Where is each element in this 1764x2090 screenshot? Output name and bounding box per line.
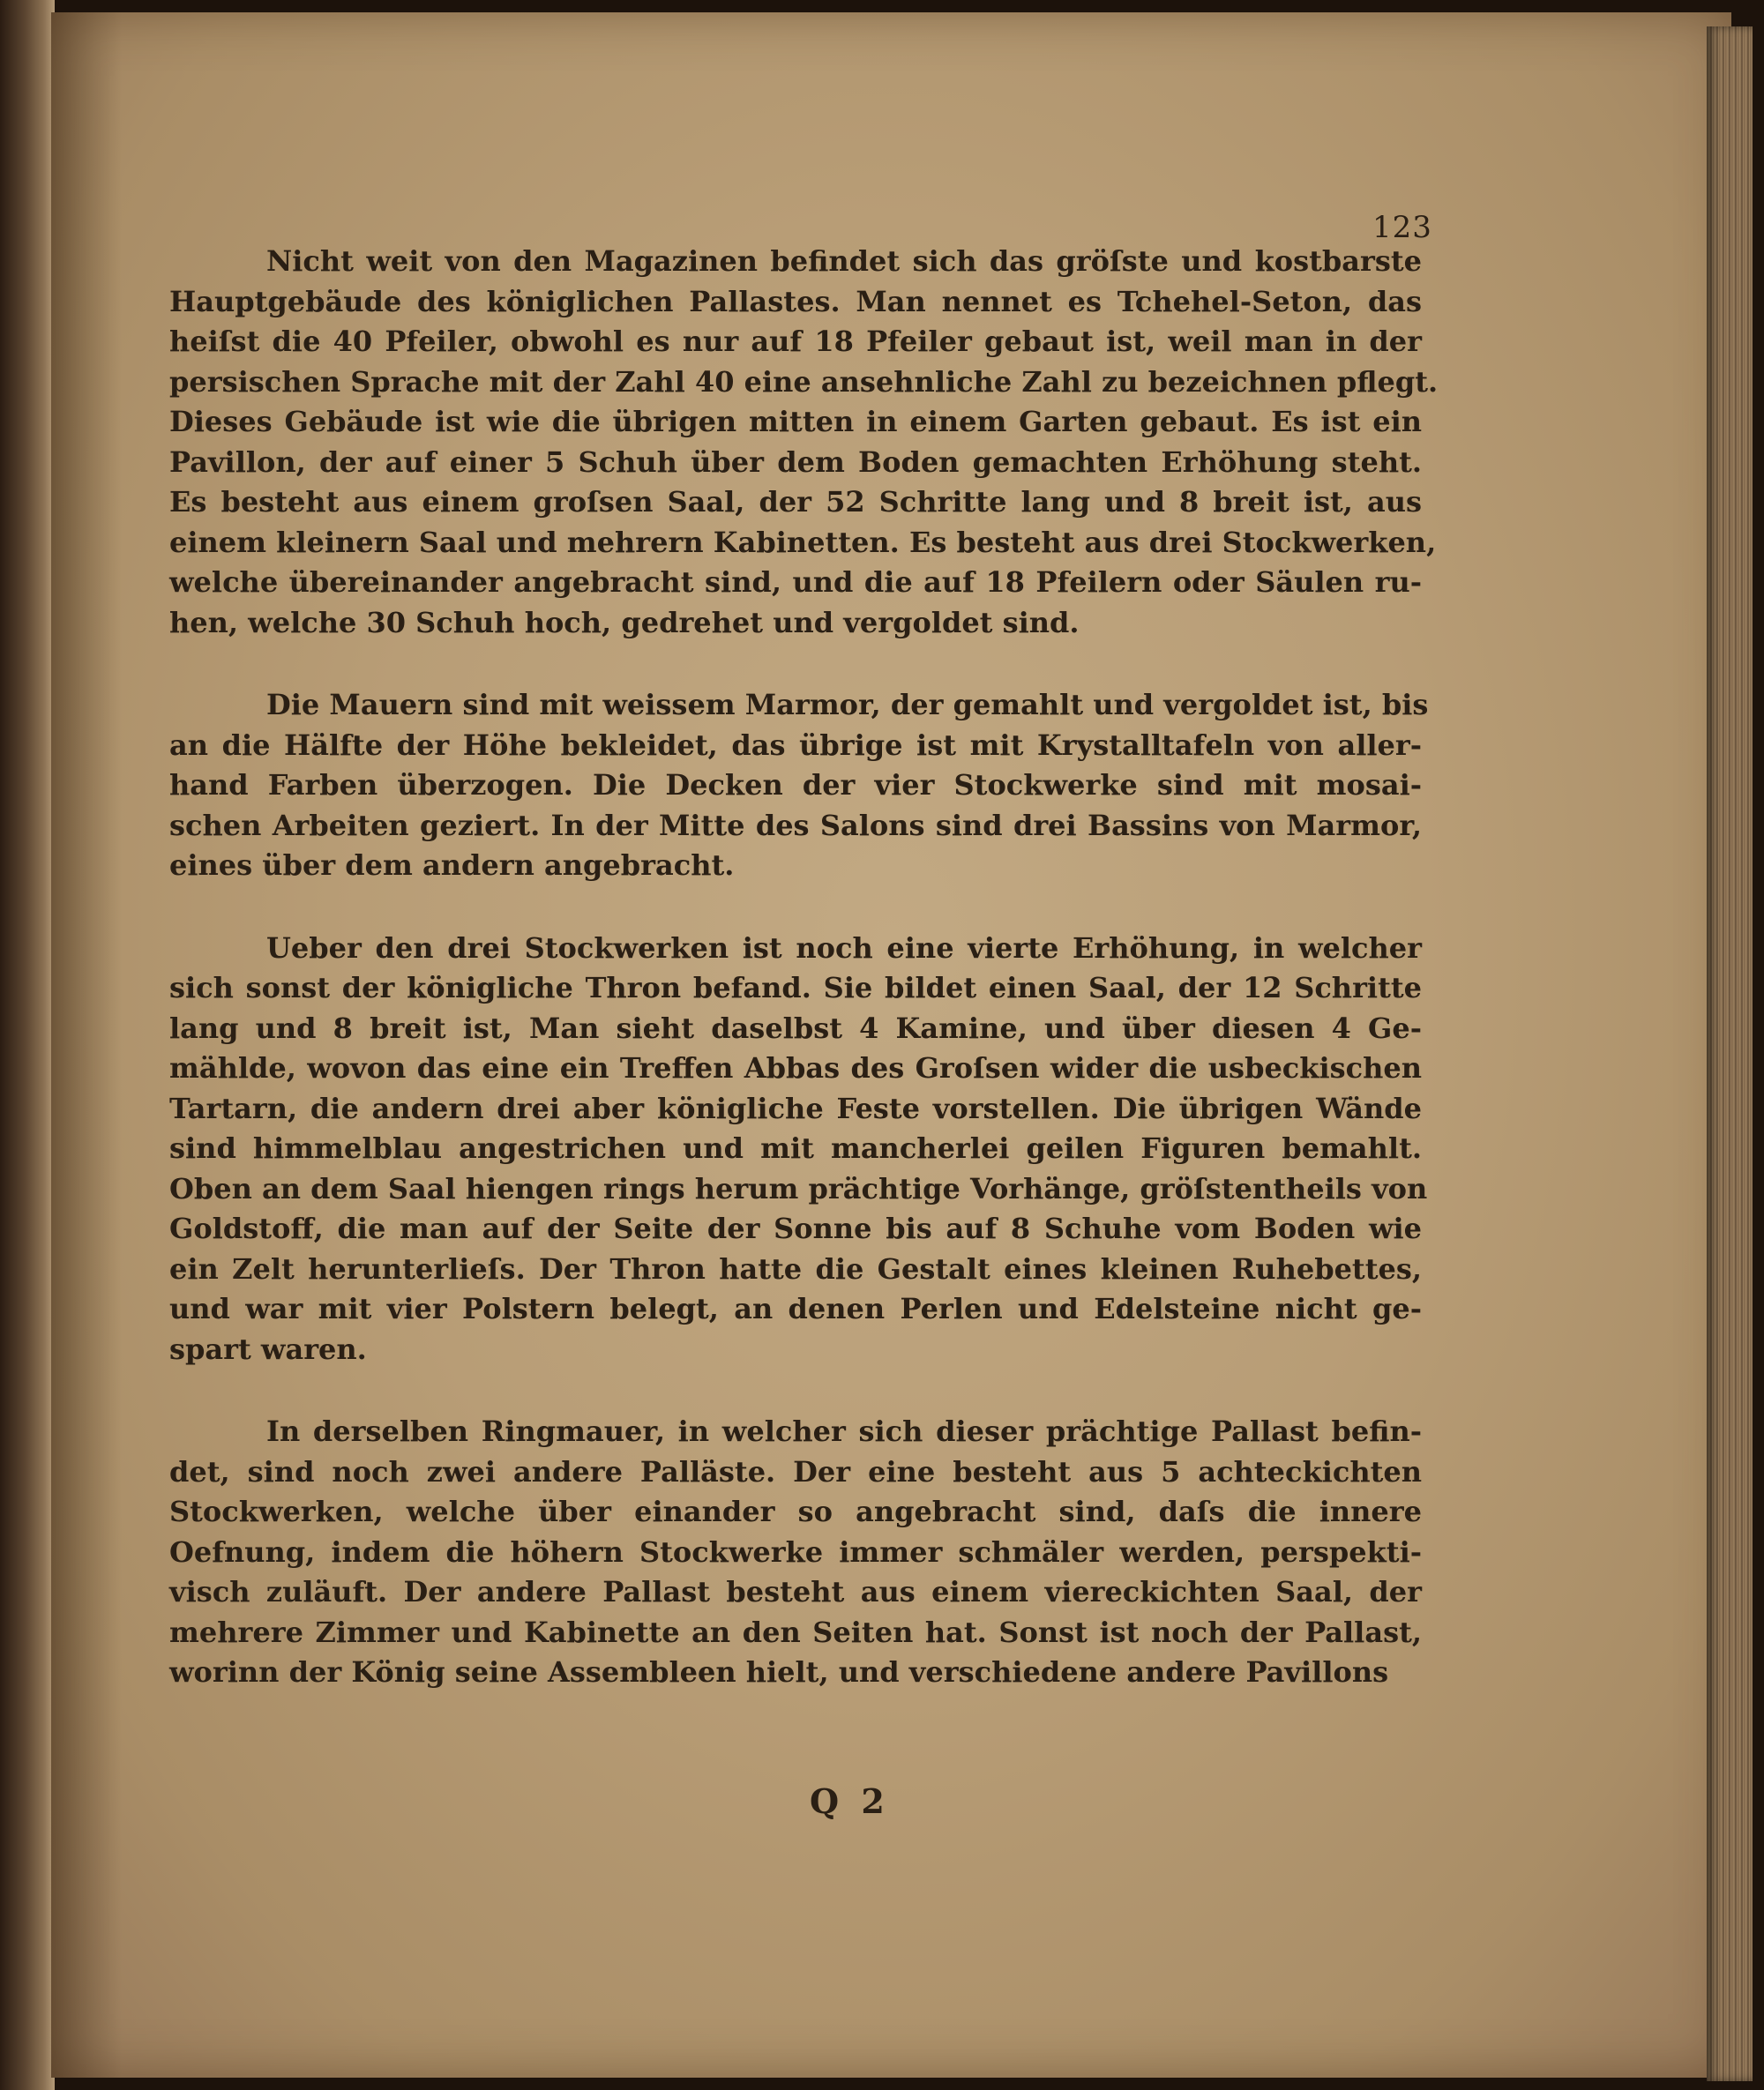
text-line: mählde, wovon das eine ein Treffen Abbas des Groſsen wider die usbeckischen [169, 1051, 1422, 1085]
text-line: Hauptgebäude des königlichen Pallastes. Man nennet es Tchehel-Seton, das [169, 284, 1422, 318]
text-line: Nicht weit von den Magazinen befindet sich das gröſste und kostbarste [266, 244, 1422, 278]
text-line: welche übereinander angebracht sind, und die auf 18 Pfeilern oder Säulen ru- [169, 565, 1422, 599]
paragraph [169, 1412, 1422, 1693]
text-line: spart waren. [169, 1332, 367, 1366]
text-line: lang und 8 breit ist, Man sieht daselbst 4 Kamine, und über diesen 4 Ge- [169, 1011, 1422, 1045]
text-line: sich sonst der königliche Thron befand. Sie bildet einen Saal, der 12 Schritte [169, 971, 1422, 1004]
text-line: Oben an dem Saal hiengen rings herum prächtige Vorhänge, gröſstentheils von [169, 1171, 1428, 1205]
signature-mark: Q 2 [810, 1781, 890, 1821]
text-line: Tartarn, die andern drei aber königliche Feste vorstellen. Die übrigen Wände [169, 1091, 1422, 1125]
text-line: det, sind noch zwei andere Palläste. Der eine besteht aus 5 achteckichten [169, 1454, 1422, 1489]
spine-shadow [51, 12, 122, 2078]
text-line: einem kleinern Saal und mehrern Kabinetten. Es besteht aus drei Stockwerken, [169, 525, 1437, 559]
paragraph [169, 929, 1428, 1370]
page-edges [1707, 26, 1753, 2081]
text-line: an die Hälfte der Höhe bekleidet, das übrige ist mit Krystalltafeln von aller- [169, 728, 1422, 762]
text-line: heiſst die 40 Pfeiler, obwohl es nur auf 18 Pfeiler gebaut ist, weil man in der [169, 325, 1422, 358]
text-line: persischen Sprache mit der Zahl 40 eine ansehnliche Zahl zu bezeichnen pflegt. [169, 364, 1439, 399]
text-line: hen, welche 30 Schuh hoch, gedrehet und vergoldet sind. [169, 605, 1080, 639]
text-line: mehrere Zimmer und Kabinette an den Seiten hat. Sonst ist noch der Pallast, [169, 1615, 1422, 1649]
book-gutter [0, 0, 55, 2090]
text-line: Dieses Gebäude ist wie die übrigen mitten in einem Garten gebaut. Es ist ein [169, 405, 1422, 438]
paragraph [169, 242, 1439, 643]
text-line: Pavillon, der auf einer 5 Schuh über dem Boden gemachten Erhöhung steht. [169, 444, 1422, 479]
text-line: visch zuläuft. Der andere Pallast besteht aus einem viereckichten Saal, der [169, 1575, 1422, 1609]
text-line: Ueber den drei Stockwerken ist noch eine vierte Erhöhung, in welcher [266, 930, 1422, 965]
text-line: schen Arbeiten geziert. In der Mitte des Salons sind drei Bassins von Marmor, [169, 808, 1422, 842]
text-line: worinn der König seine Assembleen hielt, und verschiedene andere Pavillons [169, 1655, 1389, 1689]
text-line: und war mit vier Polstern belegt, an denen Perlen und Edelsteine nicht ge- [169, 1292, 1422, 1325]
text-line: Oefnung, indem die höhern Stockwerke immer schmäler werden, perspekti- [169, 1534, 1422, 1569]
text-line: Es besteht aus einem groſsen Saal, der 52 Schritte lang und 8 breit ist, aus [169, 485, 1422, 519]
text-line: sind himmelblau angestrichen und mit mancherlei geilen Figuren bemahlt. [169, 1131, 1422, 1165]
text-line: hand Farben überzogen. Die Decken der vier Stockwerke sind mit mosai- [169, 768, 1422, 802]
paragraph [169, 685, 1429, 886]
text-line: Stockwerken, welche über einander so angebracht sind, daſs die innere [169, 1495, 1422, 1528]
text-line: Die Mauern sind mit weissem Marmor, der gemahlt und vergoldet ist, bis [266, 688, 1429, 721]
text-line: eines über dem andern angebracht. [169, 848, 735, 882]
text-line: ein Zelt herunterlieſs. Der Thron hatte die Gestalt eines kleinen Ruhebettes, [169, 1251, 1422, 1286]
page-number: 123 [1372, 210, 1432, 245]
text-line: Goldstoff, die man auf der Seite der Sonne bis auf 8 Schuhe vom Boden wie [169, 1212, 1422, 1245]
body-text [169, 242, 1439, 1693]
text-line: In derselben Ringmauer, in welcher sich dieser prächtige Pallast befin- [266, 1414, 1422, 1448]
